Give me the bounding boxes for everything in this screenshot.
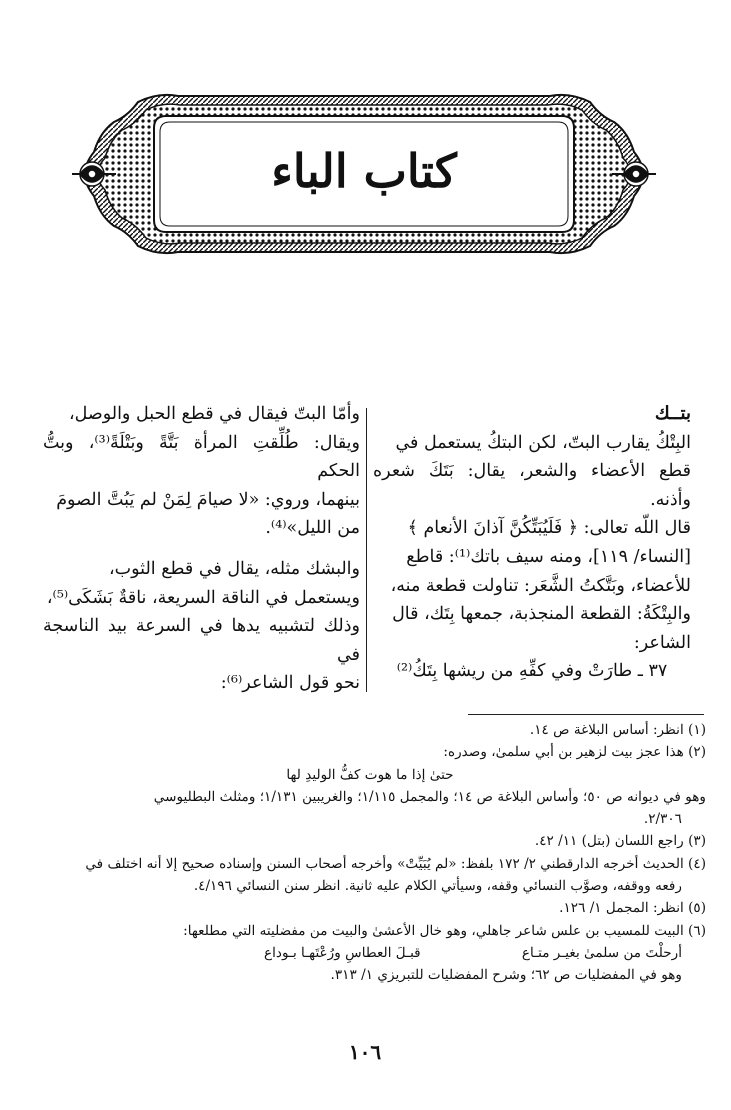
right-column: [373, 400, 691, 686]
footnote-2-verse: حتىٰ إذا ما هوت كفُّ الوليدِ لها: [286, 766, 454, 783]
text-line: ويقال: طُلِّقتِ المرأة بَتَّةً وبَتْلَةً⁽³⁾، وبتُّ الحكم: [43, 432, 361, 482]
text-line: والبِتْكَةُ: القطعة المنجذبة، جمعها بِتَك، قال: [392, 604, 691, 625]
footnote-rule: [468, 714, 704, 715]
verse-37: ٣٧ ـ طارَتْ وفي كفِّهِ من ريشها بِتَكُ⁽²⁾: [396, 661, 668, 682]
text-line: والبشك مثله، يقال في قطع الثوب،: [109, 558, 360, 579]
verse-first-hemistich: أرحلْتَ من سلمىٰ بغيـر متـاع: [521, 944, 682, 961]
chapter-title: كتاب الباء: [271, 144, 457, 198]
entry-heading: بتــك: [654, 403, 691, 424]
footnote-2-ref-cont: ٢/٣٠٦.: [643, 811, 682, 828]
footnote-1: (١) انظر: أساس البلاغة ص ١٤.: [529, 722, 706, 738]
chapter-banner: [68, 88, 660, 260]
text-line: للأعضاء، وبَتَّكتُ الشَّعَر: تناولت قطعة منه،: [390, 575, 691, 596]
paragraph-gap: [43, 543, 360, 555]
quran-quote-line: قال اللّه تعالى: ﴿ فَلَيُبَتِّكُنَّ آذانَ الأنعام ﴾: [407, 518, 691, 539]
footnote-4-cont: رفعه ووقفه، وصوَّب النسائي وقفه، وسيأتي الكلام عليه ثانية. انظر سنن النسائي ٤/١٩٦.: [193, 878, 682, 895]
text-line: الشاعر:: [633, 632, 691, 653]
footnote-2-ref: وهو في ديوانه ص ٥٠؛ وأساس البلاغة ص ١٤؛ والمجمل ١/١١٥؛ والغريبين ١/١٣١؛ ومثلث البطليوسي: [153, 788, 706, 805]
text-line: وذلك لتشبيه يدها في السرعة بيد الناسجة في: [43, 616, 360, 665]
text-line: وأمّا البتّ فيقال في قطع الحبل والوصل،: [68, 404, 360, 424]
text-line: [النساء/ ١١٩]، ومنه سيف باتك⁽¹⁾: قاطع: [406, 546, 691, 567]
text-line: ويستعمل في الناقة السريعة، ناقةٌ بَشَكَى⁽⁵⁾،: [46, 587, 360, 608]
text-line: من الليل»⁽⁴⁾.: [265, 518, 360, 539]
page-number: ١٠٦: [348, 1040, 382, 1064]
text-line: قطع الأعضاء والشعر، يقال: بَتَكَ شعره وأذنه.: [373, 461, 691, 510]
footnote-6-ref: وهو في المفضليات ص ٦٢؛ وشرح المفضليات للتبريزي ١/ ٣١٣.: [330, 967, 682, 984]
footnote-2: (٢) هذا عجز بيت لزهير بن أبي سلمىٰ، وصدره:: [443, 744, 706, 761]
footnote-3: (٣) راجع اللسان (بتل) ١١/ ٤٢.: [534, 833, 706, 850]
text-line: نحو قول الشاعر⁽⁶⁾:: [220, 673, 360, 694]
footnote-6: (٦) البيت للمسيب بن علس شاعر جاهلي، وهو خال الأعشىٰ والبيت من مفضليته التي مطلعها:: [183, 922, 706, 939]
footnotes: [34, 719, 706, 987]
footnote-5: (٥) انظر: المجمل ١/ ١٢٦.: [559, 900, 706, 917]
column-divider: [366, 408, 367, 692]
footnote-4: (٤) الحديث أخرجه الدارقطني ٢/ ١٧٢ بلفظ: «لم يُبَيِّتْ» وأخرجه أصحاب السنن وإسناده صحيح إلا أنه اختلف في: [85, 855, 706, 872]
text-line: بينهما، وروي: «لا صيامَ لِمَنْ لم يَبُتَّ الصومَ: [56, 489, 360, 510]
footnote-6-verse: [34, 942, 706, 964]
left-column: [43, 400, 360, 698]
verse-second-hemistich: قبـلَ العطاسِ ورُعْتَهـا بـوداع: [264, 944, 421, 961]
text-line: البِتْكُ يقارب البتّ، لكن البتكُ يستعمل في: [395, 432, 691, 453]
